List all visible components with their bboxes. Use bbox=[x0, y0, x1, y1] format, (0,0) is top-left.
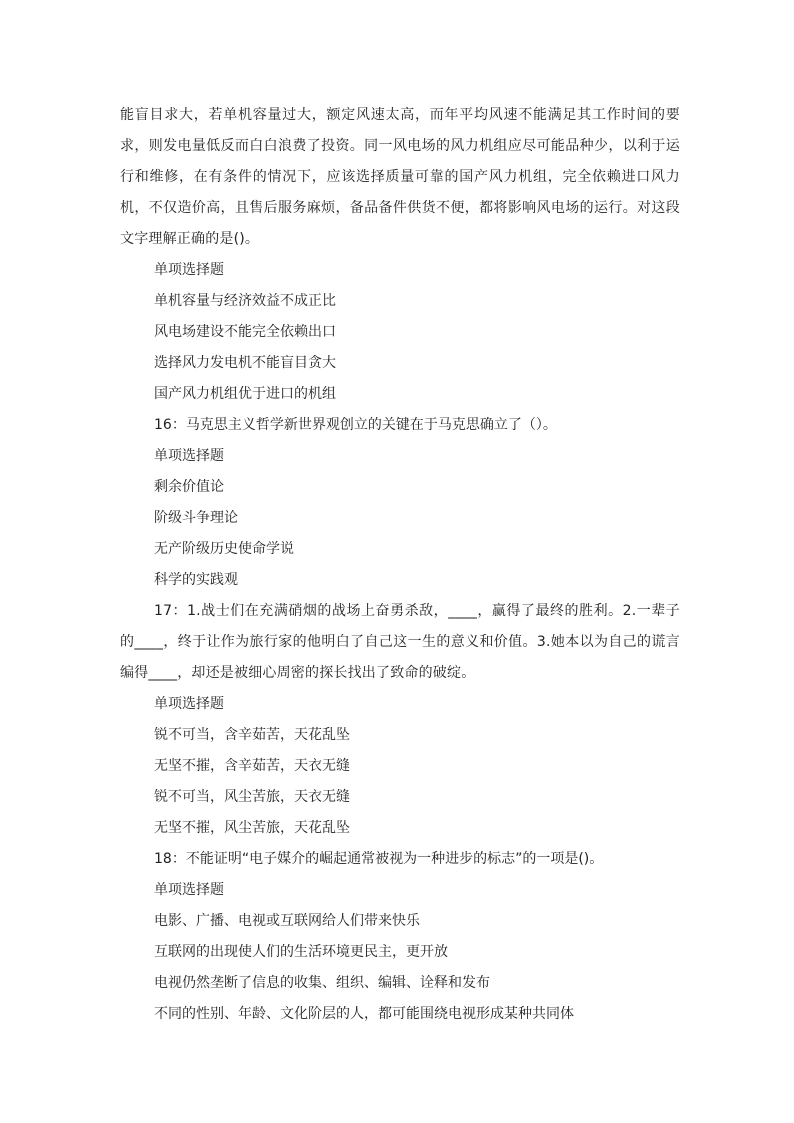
question-stem: 18：不能证明“电子媒介的崛起通常被视为一种进步的标志”的一项是()。 bbox=[154, 851, 604, 867]
option-b: 无坚不摧，含辛茹苦，天衣无缝 bbox=[154, 758, 350, 774]
option-d: 科学的实践观 bbox=[154, 572, 238, 588]
document-body bbox=[120, 100, 680, 1030]
question-15-block bbox=[120, 255, 680, 410]
option-d: 无坚不摧，风尘苦旅，天花乱坠 bbox=[154, 820, 350, 836]
option-b: 互联网的出现使人们的生活环境更民主，更开放 bbox=[154, 944, 448, 960]
option-c: 电视仍然垄断了信息的收集、组织、编辑、诠释和发布 bbox=[154, 975, 490, 991]
option-d: 不同的性别、年龄、文化阶层的人，都可能围绕电视形成某种共同体 bbox=[154, 1006, 574, 1022]
option-a: 剩余价值论 bbox=[154, 479, 224, 495]
question-type-label: 单项选择题 bbox=[154, 448, 224, 464]
option-b: 阶级斗争理论 bbox=[154, 510, 238, 526]
option-c: 锐不可当，风尘苦旅，天衣无缝 bbox=[154, 789, 350, 805]
question-type-label: 单项选择题 bbox=[154, 882, 224, 898]
option-b: 风电场建设不能完全依赖出口 bbox=[154, 324, 336, 340]
option-c: 无产阶级历史使命学说 bbox=[154, 541, 294, 557]
question-stem: 17：1.战士们在充满硝烟的战场上奋勇杀敌，____，赢得了最终的胜利。2.一辈子的____，终于让作为旅行家的他明白了自己这一生的意义和价值。3.她本以为自己的谎言编得____，却还是被细心周密的探长找出了致命的破绽。 bbox=[120, 603, 680, 681]
question-18-block bbox=[120, 844, 680, 1030]
option-c: 选择风力发电机不能盲目贪大 bbox=[154, 355, 336, 371]
question-17-block bbox=[120, 596, 680, 844]
question-type-label: 单项选择题 bbox=[154, 262, 224, 278]
question-stem: 16：马克思主义哲学新世界观创立的关键在于马克思确立了（）。 bbox=[154, 417, 557, 433]
passage-continuation: 能盲目求大，若单机容量过大，额定风速太高，而年平均风速不能满足其工作时间的要求，则发电量低反而白白浪费了投资。同一风电场的风力机组应尽可能品种少，以利于运行和维修，在有条件的情况下，应该选择质量可靠的国产风力机组，完全依赖进口风力机，不仅造价高，且售后服务麻烦，备品备件供货不便，都将影响风电场的运行。对这段文字理解正确的是()。 bbox=[120, 107, 680, 247]
question-16-block bbox=[120, 410, 680, 596]
option-a: 锐不可当，含辛茹苦，天花乱坠 bbox=[154, 727, 350, 743]
question-type-label: 单项选择题 bbox=[154, 696, 224, 712]
option-d: 国产风力机组优于进口的机组 bbox=[154, 386, 336, 402]
option-a: 单机容量与经济效益不成正比 bbox=[154, 293, 336, 309]
option-a: 电影、广播、电视或互联网给人们带来快乐 bbox=[154, 913, 420, 929]
